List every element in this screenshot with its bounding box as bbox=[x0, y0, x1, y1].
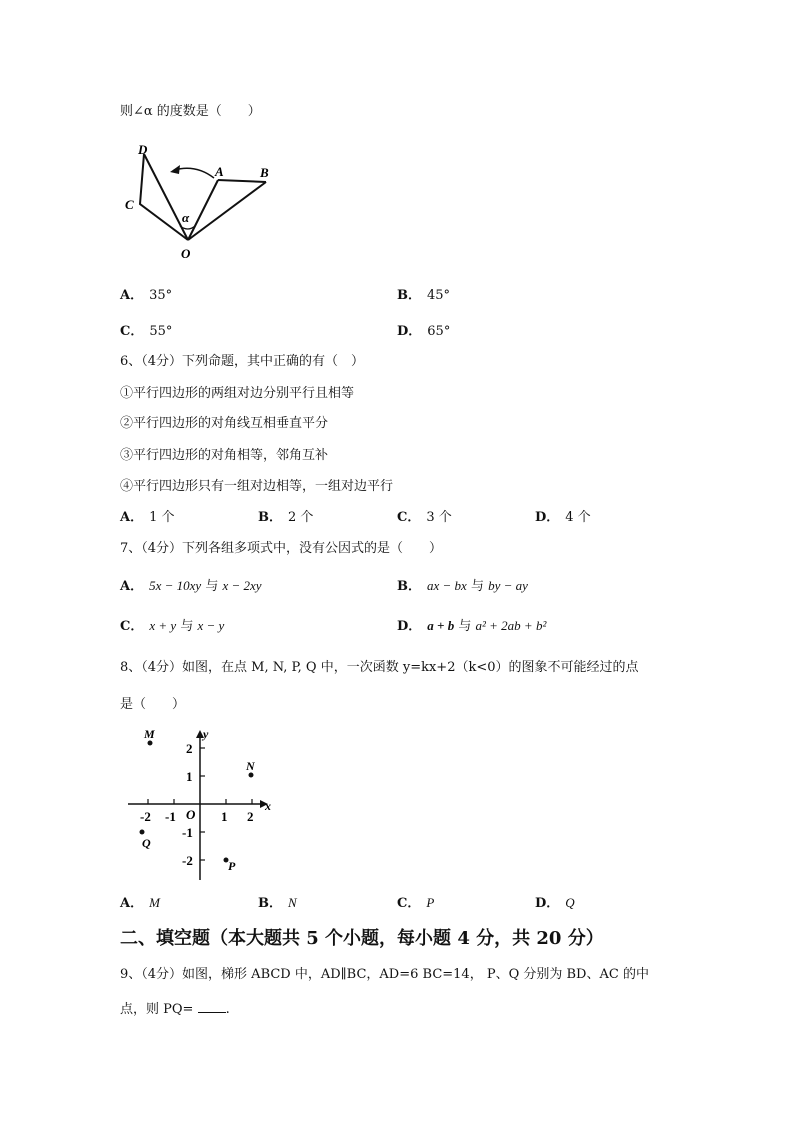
q7-option-d bbox=[397, 618, 546, 635]
option-poly-2: x − 2xy bbox=[222, 578, 262, 593]
q9-line-2-text: 点，则 PQ= bbox=[120, 1002, 198, 1017]
q8-y-tick-label: 2 bbox=[186, 741, 193, 756]
answer-blank bbox=[198, 1000, 226, 1013]
option-poly-1: x + y bbox=[149, 618, 177, 633]
q7-option-a bbox=[120, 578, 262, 595]
option-label: B． bbox=[258, 510, 282, 525]
q6-option-d bbox=[535, 510, 591, 526]
q6-item-3: ③平行四边形的对角相等，邻角互补 bbox=[120, 448, 329, 463]
q6-item-2: ②平行四边形的对角线互相垂直平分 bbox=[120, 416, 329, 431]
q8-y-label: y bbox=[203, 727, 209, 741]
option-connector: 与 bbox=[180, 619, 194, 634]
option-text: 45° bbox=[427, 288, 451, 303]
option-poly-1: 5x − 10xy bbox=[149, 578, 202, 593]
q5-arrow-head bbox=[170, 165, 180, 174]
option-label: D． bbox=[535, 896, 560, 911]
q8-y-tick-label: -2 bbox=[182, 853, 193, 868]
q8-point-m-label: M bbox=[144, 727, 155, 741]
q8-point-m bbox=[148, 741, 153, 746]
q7-stem: 7、（4分）下列各组多项式中，没有公因式的是（ ） bbox=[120, 541, 443, 556]
q8-x-tick-label: -1 bbox=[165, 809, 176, 824]
option-connector: 与 bbox=[470, 579, 484, 594]
q8-y-tick-label: 1 bbox=[186, 769, 193, 784]
option-label: B． bbox=[258, 896, 282, 911]
option-poly-2: by − ay bbox=[488, 578, 528, 593]
q5-option-c bbox=[120, 324, 172, 340]
option-poly-1: a + b bbox=[427, 618, 455, 633]
option-label: A． bbox=[120, 510, 144, 525]
q6-option-a bbox=[120, 510, 175, 526]
option-label: C． bbox=[120, 619, 144, 634]
q8-point-q bbox=[140, 830, 145, 835]
q9-line-2 bbox=[120, 1000, 230, 1018]
q5-label-c: C bbox=[125, 197, 134, 212]
q8-x-label: x bbox=[265, 799, 271, 813]
q5-angle-figure bbox=[118, 136, 288, 266]
q5-label-o: O bbox=[181, 246, 191, 261]
option-label: A． bbox=[120, 896, 144, 911]
option-text: 55° bbox=[149, 324, 173, 339]
q7-option-c bbox=[120, 618, 224, 635]
q8-option-d bbox=[535, 895, 575, 912]
q6-option-b bbox=[258, 510, 313, 526]
q5-label-d: D bbox=[138, 142, 148, 157]
q5-label-a: A bbox=[215, 164, 224, 179]
q9-line-2-end: . bbox=[225, 1002, 230, 1017]
option-text: M bbox=[149, 895, 160, 910]
option-label: C． bbox=[397, 510, 421, 525]
option-poly-1: ax − bx bbox=[427, 578, 467, 593]
q8-point-p-label: P bbox=[228, 859, 236, 873]
q8-point-n bbox=[249, 773, 254, 778]
option-label: C． bbox=[397, 896, 421, 911]
option-text: N bbox=[288, 895, 297, 910]
q8-origin-label: O bbox=[186, 807, 196, 822]
option-text: 3 个 bbox=[426, 510, 452, 525]
option-text: 4 个 bbox=[565, 510, 591, 525]
q8-option-b bbox=[258, 895, 297, 912]
q7-option-b bbox=[397, 578, 528, 595]
q8-option-c bbox=[397, 895, 434, 912]
option-text: Q bbox=[565, 895, 575, 910]
q8-x-tick-label: 2 bbox=[247, 809, 254, 824]
option-text: 65° bbox=[427, 324, 451, 339]
option-label: D． bbox=[397, 619, 422, 634]
q5-stem: 则∠α 的度数是（ ） bbox=[120, 104, 261, 119]
q5-line-ab bbox=[218, 180, 266, 182]
q5-line-ob bbox=[188, 182, 266, 240]
option-text: 2 个 bbox=[288, 510, 314, 525]
q8-coordinate-figure bbox=[120, 724, 280, 884]
option-label: D． bbox=[535, 510, 560, 525]
q5-rotation-arrow bbox=[174, 168, 214, 178]
q5-option-a bbox=[120, 288, 172, 304]
q9-line-1: 9、（4分）如图，梯形 ABCD 中，AD∥BC，AD=6 BC=14， P、Q 分别为 BD、AC 的中 bbox=[120, 967, 649, 982]
option-text: 35° bbox=[149, 288, 173, 303]
option-label: C． bbox=[120, 324, 144, 339]
q6-item-1: ①平行四边形的两组对边分别平行且相等 bbox=[120, 386, 355, 401]
q8-stem-line-2: 是（ ） bbox=[120, 697, 186, 712]
q5-line-oa bbox=[188, 180, 218, 240]
q8-option-a bbox=[120, 895, 160, 912]
option-label: A． bbox=[120, 579, 144, 594]
option-label: B． bbox=[397, 288, 421, 303]
option-text: P bbox=[426, 895, 435, 910]
option-label: B． bbox=[397, 579, 421, 594]
q8-stem-line-1: 8、（4分）如图，在点 M, N, P, Q 中，一次函数 y=kx+2（k<0）的图象不可能经过的点 bbox=[120, 660, 639, 675]
q8-y-tick-label: -1 bbox=[182, 825, 193, 840]
option-poly-2: a² + 2ab + b² bbox=[475, 618, 547, 633]
q5-option-d bbox=[397, 324, 450, 340]
q6-item-4: ④平行四边形只有一组对边相等，一组对边平行 bbox=[120, 479, 394, 494]
q8-point-n-label: N bbox=[246, 759, 255, 773]
option-label: A． bbox=[120, 288, 144, 303]
option-connector: 与 bbox=[205, 579, 219, 594]
option-text: 1 个 bbox=[149, 510, 175, 525]
q5-label-alpha: α bbox=[182, 210, 190, 225]
option-connector: 与 bbox=[458, 619, 472, 634]
option-label: D． bbox=[397, 324, 422, 339]
q5-label-b: B bbox=[260, 165, 269, 180]
q8-point-q-label: Q bbox=[142, 836, 151, 850]
q8-x-tick-label: 1 bbox=[221, 809, 228, 824]
q6-stem: 6、（4分）下列命题，其中正确的有（ ） bbox=[120, 354, 365, 369]
option-poly-2: x − y bbox=[197, 618, 225, 633]
q5-option-b bbox=[397, 288, 450, 304]
q8-x-tick-label: -2 bbox=[140, 809, 151, 824]
q6-option-c bbox=[397, 510, 452, 526]
section-2-title: 二、填空题（本大题共 5 个小题，每小题 4 分，共 20 分） bbox=[120, 928, 604, 949]
